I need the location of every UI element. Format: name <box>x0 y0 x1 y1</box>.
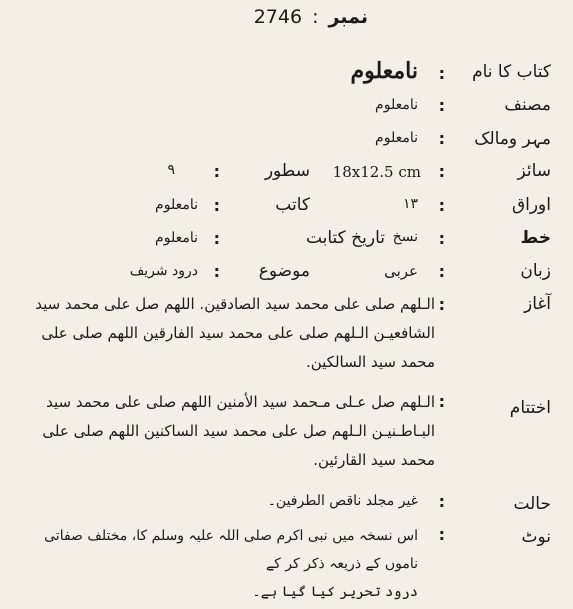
condition-colon: : <box>438 492 445 511</box>
field-sublabel-subject: موضوع <box>258 261 310 281</box>
explicit-line: الـلهم صل عـلى مـحمد سيد الأمنين اللهم صلى على محمد سيد <box>46 393 435 411</box>
field-sublabel-scribe: کاتب <box>275 195 310 215</box>
field-colon-lines: : <box>213 162 220 181</box>
incipit-line: الـلهم صلى على محمد سيد الصادقين. اللهم صل على محمد سيد <box>35 295 435 313</box>
incipit-colon: : <box>438 295 445 314</box>
field-subvalue-scribe: نامعلوم <box>155 197 198 213</box>
field-colon-language: : <box>438 262 445 281</box>
field-subvalue-lines: ۹ <box>167 162 175 178</box>
field-label-author: مصنف <box>504 95 551 115</box>
header-number <box>254 6 368 28</box>
field-value-title: نامعلوم <box>350 58 418 84</box>
explicit-colon: : <box>438 392 445 411</box>
field-colon-title: : <box>438 64 445 83</box>
explicit-line: محمد سيد القارئين. <box>313 451 435 469</box>
note-line: اس نسخہ میں نبی اکرم صلی اللہ علیہ وسلم کا، مختلف صفاتی ناموں کے ذریعہ ذکر کر کے <box>44 528 418 572</box>
field-sublabel-date: تاریخ کتابت <box>305 228 385 248</box>
note-label: نوٹ <box>521 527 551 547</box>
number-label: نمبر <box>328 6 368 28</box>
field-colon-subject: : <box>213 262 220 281</box>
incipit-line: الشافعيـن الـلهم صلى على محمد سيد الفارقين اللهم صلى على <box>41 324 435 342</box>
field-label-seal: مہر ومالک <box>474 129 551 149</box>
note-line: درود تحریر کیا گیا ہے۔ <box>252 584 418 600</box>
field-colon-script: : <box>438 229 445 248</box>
field-label-language: زبان <box>520 261 551 281</box>
explicit-label: اختتام <box>509 398 551 418</box>
note-text <box>18 522 418 606</box>
field-value-seal: نامعلوم <box>375 130 418 146</box>
field-label-size: سائز <box>517 161 551 181</box>
field-colon-folios: : <box>438 196 445 215</box>
field-colon-size: : <box>438 162 445 181</box>
field-value-language: عربی <box>384 262 418 280</box>
condition-value: غیر مجلد ناقص الطرفین۔ <box>267 493 418 509</box>
number-value: 2746 <box>253 6 303 28</box>
field-value-folios: ۱۳ <box>402 196 418 212</box>
explicit-line: البـاطـنيـن الـلهم صل على محمد سيد الساكنين اللهم صلى على <box>42 422 435 440</box>
number-separator: : <box>312 6 319 28</box>
field-label-title: کتاب کا نام <box>472 62 551 82</box>
field-value-script: نسخ <box>392 229 418 245</box>
field-label-script: خط <box>520 228 551 248</box>
condition-label: حالت <box>513 494 551 514</box>
field-value-author: نامعلوم <box>375 97 418 113</box>
field-colon-seal: : <box>438 129 445 148</box>
field-label-folios: اوراق <box>511 195 551 215</box>
field-sublabel-lines: سطور <box>264 161 310 181</box>
incipit-text <box>17 290 435 377</box>
field-colon-author: : <box>438 96 445 115</box>
field-colon-scribe: : <box>213 196 220 215</box>
incipit-label: آغاز <box>523 294 551 314</box>
note-colon: : <box>438 525 445 544</box>
field-colon-date: : <box>213 229 220 248</box>
explicit-text <box>17 388 435 475</box>
field-value-size: 18x12.5 cm <box>332 163 421 181</box>
field-subvalue-subject: درود شریف <box>129 263 198 279</box>
field-subvalue-date: نامعلوم <box>155 230 198 246</box>
incipit-line: محمد سيد السالكين. <box>305 353 435 371</box>
